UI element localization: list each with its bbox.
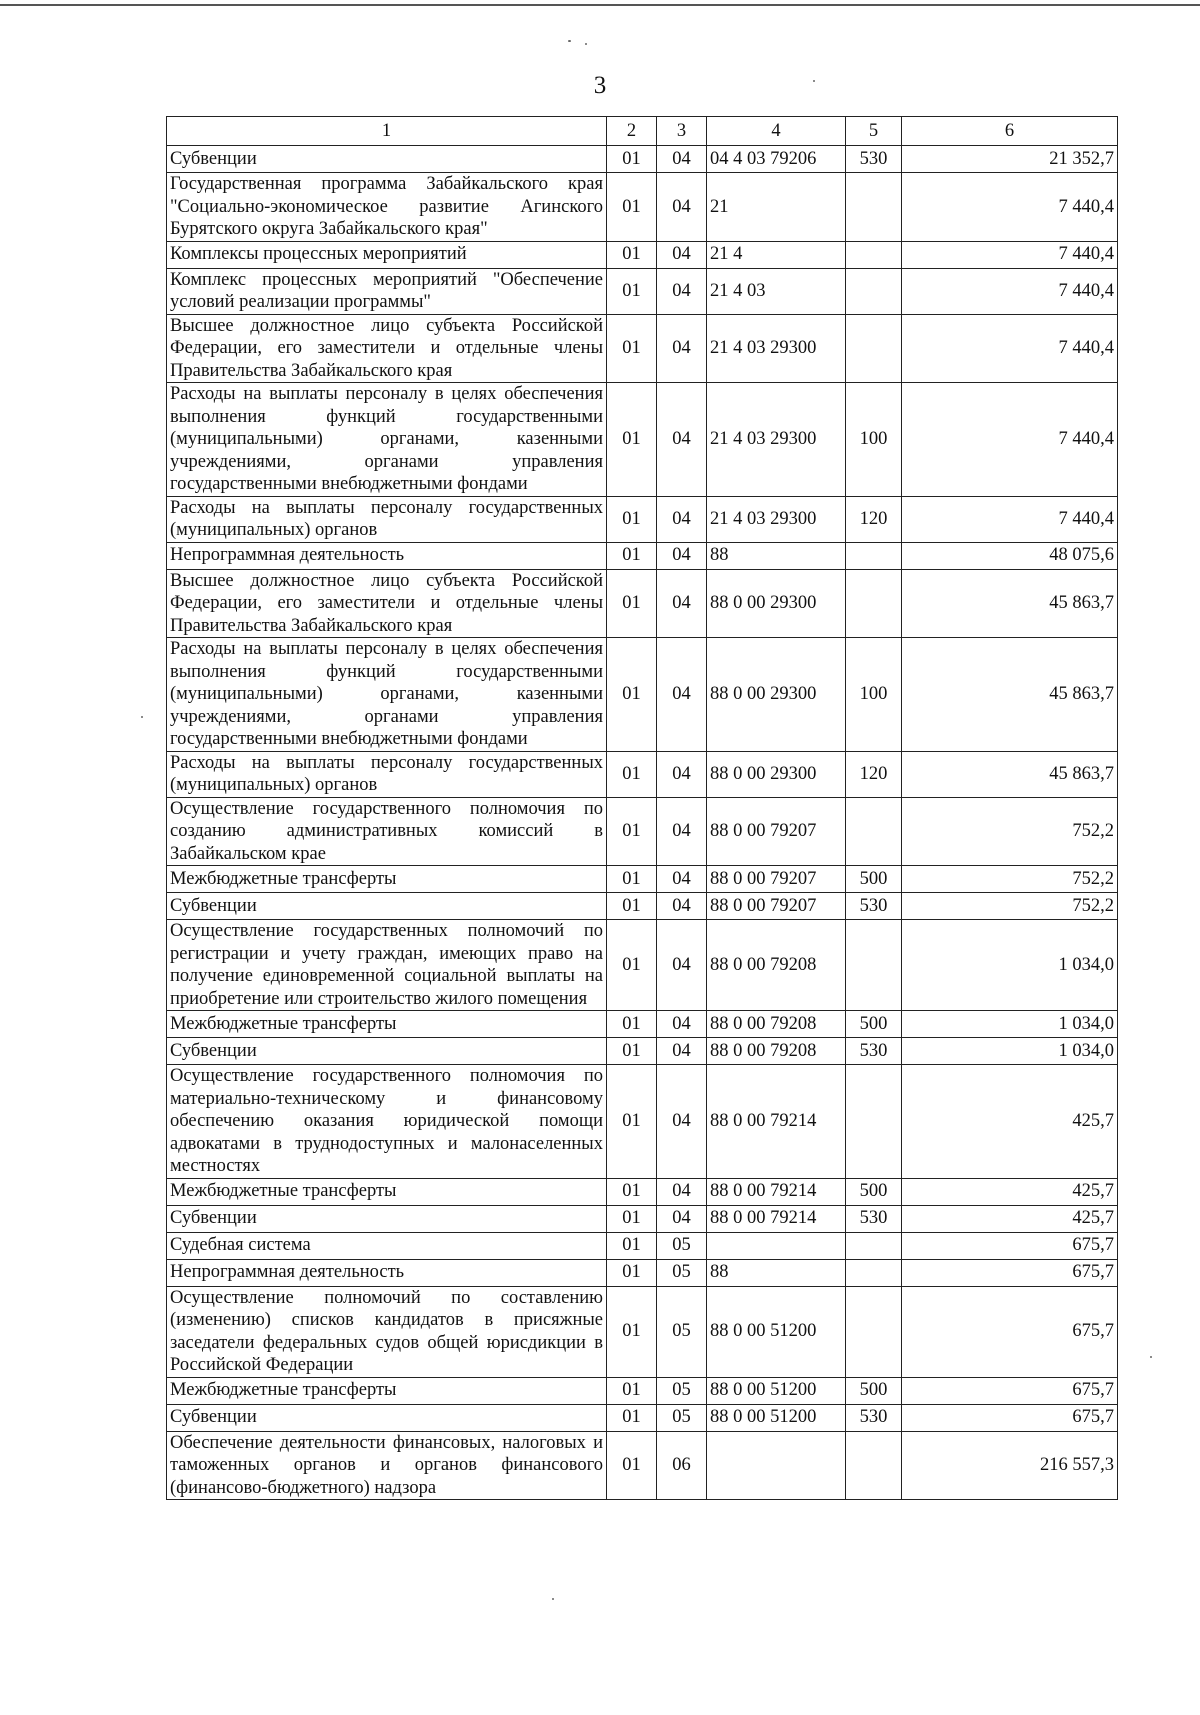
row-target-article: 88 0 00 51200 — [707, 1377, 846, 1404]
table-row — [167, 1259, 1118, 1286]
row-subsection-code: 05 — [657, 1404, 707, 1431]
row-description: Расходы на выплаты персоналу государственных (муниципальных) органов — [167, 496, 607, 542]
row-subsection-code: 04 — [657, 314, 707, 383]
budget-table-body — [167, 146, 1118, 1500]
column-header: 4 — [707, 117, 846, 146]
row-description: Расходы на выплаты персоналу в целях обеспечения выполнения функций государственными (муниципальными) органами, казенными учреждениями, органами управления государственными внебюджетными фондами — [167, 638, 607, 752]
page-number: 3 — [593, 72, 607, 99]
row-description: Обеспечение деятельности финансовых, налоговых и таможенных органов и органов финансового (финансово-бюджетного) надзора — [167, 1431, 607, 1500]
row-amount: 675,7 — [902, 1377, 1118, 1404]
row-expense-type: 120 — [846, 496, 902, 542]
row-expense-type: 500 — [846, 1377, 902, 1404]
row-expense-type: 530 — [846, 1205, 902, 1232]
row-amount: 7 440,4 — [902, 383, 1118, 497]
row-target-article: 88 0 00 51200 — [707, 1286, 846, 1377]
row-target-article: 88 0 00 51200 — [707, 1404, 846, 1431]
table-row — [167, 1404, 1118, 1431]
row-subsection-code: 04 — [657, 241, 707, 268]
row-description: Судебная система — [167, 1232, 607, 1259]
row-target-article: 88 0 00 79214 — [707, 1205, 846, 1232]
row-description: Субвенции — [167, 1205, 607, 1232]
table-row — [167, 1011, 1118, 1038]
row-section-code: 01 — [607, 920, 657, 1011]
table-row — [167, 173, 1118, 242]
row-expense-type: 530 — [846, 893, 902, 920]
column-header: 1 — [167, 117, 607, 146]
row-expense-type: 500 — [846, 1011, 902, 1038]
row-amount: 752,2 — [902, 797, 1118, 866]
scan-border-line — [0, 4, 1200, 6]
row-subsection-code: 04 — [657, 542, 707, 569]
row-subsection-code: 04 — [657, 496, 707, 542]
table-row — [167, 496, 1118, 542]
column-number-row — [167, 117, 1118, 146]
table-row — [167, 569, 1118, 638]
row-target-article: 04 4 03 79206 — [707, 146, 846, 173]
row-target-article: 88 0 00 29300 — [707, 751, 846, 797]
row-target-article: 88 — [707, 542, 846, 569]
row-section-code: 01 — [607, 893, 657, 920]
row-subsection-code: 04 — [657, 1011, 707, 1038]
row-section-code: 01 — [607, 383, 657, 497]
table-row — [167, 893, 1118, 920]
row-description: Осуществление полномочий по составлению (изменению) списков кандидатов в присяжные заседатели федеральных судов общей юрисдикции в Российской Федерации — [167, 1286, 607, 1377]
row-subsection-code: 04 — [657, 1178, 707, 1205]
row-amount: 675,7 — [902, 1286, 1118, 1377]
budget-table — [166, 116, 1118, 1500]
column-header: 2 — [607, 117, 657, 146]
row-target-article: 21 4 03 29300 — [707, 496, 846, 542]
row-section-code: 01 — [607, 751, 657, 797]
row-amount: 675,7 — [902, 1404, 1118, 1431]
row-description: Субвенции — [167, 1038, 607, 1065]
column-header: 6 — [902, 117, 1118, 146]
table-row — [167, 638, 1118, 752]
table-row — [167, 866, 1118, 893]
row-target-article: 21 4 03 — [707, 268, 846, 314]
row-amount: 216 557,3 — [902, 1431, 1118, 1500]
row-amount: 45 863,7 — [902, 569, 1118, 638]
row-description: Комплексы процессных мероприятий — [167, 241, 607, 268]
row-subsection-code: 04 — [657, 866, 707, 893]
row-section-code: 01 — [607, 1178, 657, 1205]
table-row — [167, 268, 1118, 314]
row-amount: 675,7 — [902, 1259, 1118, 1286]
row-section-code: 01 — [607, 1286, 657, 1377]
row-target-article — [707, 1431, 846, 1500]
row-description: Высшее должностное лицо субъекта Российской Федерации, его заместители и отдельные члены Правительства Забайкальского края — [167, 314, 607, 383]
table-row — [167, 1178, 1118, 1205]
row-target-article: 21 4 — [707, 241, 846, 268]
row-amount: 752,2 — [902, 866, 1118, 893]
row-subsection-code: 04 — [657, 1065, 707, 1179]
row-description: Высшее должностное лицо субъекта Российской Федерации, его заместители и отдельные члены Правительства Забайкальского края — [167, 569, 607, 638]
row-subsection-code: 04 — [657, 268, 707, 314]
row-target-article: 88 0 00 79207 — [707, 866, 846, 893]
row-amount: 752,2 — [902, 893, 1118, 920]
row-section-code: 01 — [607, 797, 657, 866]
table-row — [167, 383, 1118, 497]
row-section-code: 01 — [607, 146, 657, 173]
row-target-article: 88 0 00 79208 — [707, 1038, 846, 1065]
table-row — [167, 314, 1118, 383]
row-target-article: 88 0 00 29300 — [707, 638, 846, 752]
row-expense-type: 500 — [846, 1178, 902, 1205]
row-section-code: 01 — [607, 1404, 657, 1431]
row-expense-type — [846, 1232, 902, 1259]
row-subsection-code: 05 — [657, 1377, 707, 1404]
row-subsection-code: 04 — [657, 146, 707, 173]
row-expense-type — [846, 173, 902, 242]
row-subsection-code: 05 — [657, 1286, 707, 1377]
row-target-article: 88 0 00 79214 — [707, 1178, 846, 1205]
row-subsection-code: 04 — [657, 1038, 707, 1065]
row-section-code: 01 — [607, 542, 657, 569]
scan-speck — [813, 80, 815, 82]
row-expense-type: 530 — [846, 146, 902, 173]
row-section-code: 01 — [607, 1038, 657, 1065]
row-amount: 7 440,4 — [902, 173, 1118, 242]
row-section-code: 01 — [607, 1205, 657, 1232]
row-section-code: 01 — [607, 1065, 657, 1179]
scan-speck — [568, 40, 571, 42]
row-section-code: 01 — [607, 173, 657, 242]
row-subsection-code: 04 — [657, 569, 707, 638]
scan-speck — [1150, 1356, 1152, 1358]
row-section-code: 01 — [607, 866, 657, 893]
column-header: 3 — [657, 117, 707, 146]
row-description: Межбюджетные трансферты — [167, 1011, 607, 1038]
row-section-code: 01 — [607, 496, 657, 542]
row-section-code: 01 — [607, 569, 657, 638]
table-row — [167, 241, 1118, 268]
row-description: Субвенции — [167, 146, 607, 173]
row-target-article: 21 — [707, 173, 846, 242]
row-expense-type — [846, 542, 902, 569]
row-description: Комплекс процессных мероприятий "Обеспечение условий реализации программы" — [167, 268, 607, 314]
row-expense-type: 120 — [846, 751, 902, 797]
row-expense-type — [846, 1065, 902, 1179]
row-expense-type — [846, 569, 902, 638]
row-expense-type — [846, 797, 902, 866]
row-expense-type — [846, 241, 902, 268]
row-section-code: 01 — [607, 638, 657, 752]
table-row — [167, 542, 1118, 569]
row-expense-type — [846, 1286, 902, 1377]
row-expense-type — [846, 920, 902, 1011]
row-section-code: 01 — [607, 1011, 657, 1038]
column-header: 5 — [846, 117, 902, 146]
table-row — [167, 1286, 1118, 1377]
row-expense-type: 500 — [846, 866, 902, 893]
row-amount: 425,7 — [902, 1065, 1118, 1179]
table-row — [167, 1431, 1118, 1500]
row-expense-type — [846, 314, 902, 383]
row-subsection-code: 04 — [657, 383, 707, 497]
row-target-article: 88 0 00 79208 — [707, 920, 846, 1011]
row-target-article: 88 0 00 79207 — [707, 797, 846, 866]
row-subsection-code: 04 — [657, 751, 707, 797]
row-section-code: 01 — [607, 241, 657, 268]
row-section-code: 01 — [607, 1259, 657, 1286]
scan-speck — [585, 43, 587, 45]
row-target-article: 88 — [707, 1259, 846, 1286]
row-description: Непрограммная деятельность — [167, 542, 607, 569]
row-amount: 7 440,4 — [902, 268, 1118, 314]
row-expense-type: 530 — [846, 1404, 902, 1431]
row-target-article — [707, 1232, 846, 1259]
row-description: Расходы на выплаты персоналу в целях обеспечения выполнения функций государственными (муниципальными) органами, казенными учреждениями, органами управления государственными внебюджетными фондами — [167, 383, 607, 497]
row-amount: 7 440,4 — [902, 496, 1118, 542]
row-subsection-code: 04 — [657, 893, 707, 920]
row-description: Осуществление государственных полномочий по регистрации и учету граждан, имеющих право на получение единовременной социальной выплаты на приобретение или строительство жилого помещения — [167, 920, 607, 1011]
row-amount: 48 075,6 — [902, 542, 1118, 569]
row-amount: 675,7 — [902, 1232, 1118, 1259]
table-row — [167, 1038, 1118, 1065]
table-row — [167, 146, 1118, 173]
row-description: Субвенции — [167, 893, 607, 920]
row-amount: 1 034,0 — [902, 920, 1118, 1011]
row-amount: 45 863,7 — [902, 751, 1118, 797]
row-amount: 21 352,7 — [902, 146, 1118, 173]
row-amount: 1 034,0 — [902, 1011, 1118, 1038]
table-row — [167, 920, 1118, 1011]
table-row — [167, 1377, 1118, 1404]
row-target-article: 88 0 00 79214 — [707, 1065, 846, 1179]
row-subsection-code: 04 — [657, 173, 707, 242]
row-description: Расходы на выплаты персоналу государственных (муниципальных) органов — [167, 751, 607, 797]
row-subsection-code: 04 — [657, 920, 707, 1011]
row-expense-type — [846, 268, 902, 314]
row-description: Непрограммная деятельность — [167, 1259, 607, 1286]
row-description: Осуществление государственного полномочия по материально-техническому и финансовому обеспечению оказания юридической помощи адвокатами в труднодоступных и малонаселенных местностях — [167, 1065, 607, 1179]
row-amount: 425,7 — [902, 1205, 1118, 1232]
row-subsection-code: 04 — [657, 1205, 707, 1232]
row-section-code: 01 — [607, 1377, 657, 1404]
row-section-code: 01 — [607, 1431, 657, 1500]
row-expense-type — [846, 1431, 902, 1500]
row-description: Субвенции — [167, 1404, 607, 1431]
table-row — [167, 797, 1118, 866]
table-row — [167, 1065, 1118, 1179]
row-section-code: 01 — [607, 314, 657, 383]
row-expense-type: 100 — [846, 383, 902, 497]
row-amount: 7 440,4 — [902, 241, 1118, 268]
row-subsection-code: 04 — [657, 638, 707, 752]
row-amount: 45 863,7 — [902, 638, 1118, 752]
scan-speck — [552, 1598, 554, 1600]
row-description: Осуществление государственного полномочия по созданию административных комиссий в Забайкальском крае — [167, 797, 607, 866]
row-description: Межбюджетные трансферты — [167, 866, 607, 893]
row-description: Межбюджетные трансферты — [167, 1178, 607, 1205]
row-target-article: 88 0 00 79208 — [707, 1011, 846, 1038]
row-subsection-code: 04 — [657, 797, 707, 866]
row-section-code: 01 — [607, 1232, 657, 1259]
row-subsection-code: 06 — [657, 1431, 707, 1500]
table-row — [167, 1232, 1118, 1259]
row-description: Государственная программа Забайкальского края "Социально-экономическое развитие Агинского Бурятского округа Забайкальского края" — [167, 173, 607, 242]
row-amount: 1 034,0 — [902, 1038, 1118, 1065]
table-row — [167, 1205, 1118, 1232]
row-description: Межбюджетные трансферты — [167, 1377, 607, 1404]
row-expense-type: 530 — [846, 1038, 902, 1065]
row-target-article: 21 4 03 29300 — [707, 383, 846, 497]
row-target-article: 88 0 00 79207 — [707, 893, 846, 920]
row-expense-type — [846, 1259, 902, 1286]
row-target-article: 88 0 00 29300 — [707, 569, 846, 638]
row-subsection-code: 05 — [657, 1232, 707, 1259]
scan-speck — [141, 716, 143, 718]
table-row — [167, 751, 1118, 797]
row-target-article: 21 4 03 29300 — [707, 314, 846, 383]
row-subsection-code: 05 — [657, 1259, 707, 1286]
row-expense-type: 100 — [846, 638, 902, 752]
row-section-code: 01 — [607, 268, 657, 314]
row-amount: 7 440,4 — [902, 314, 1118, 383]
row-amount: 425,7 — [902, 1178, 1118, 1205]
